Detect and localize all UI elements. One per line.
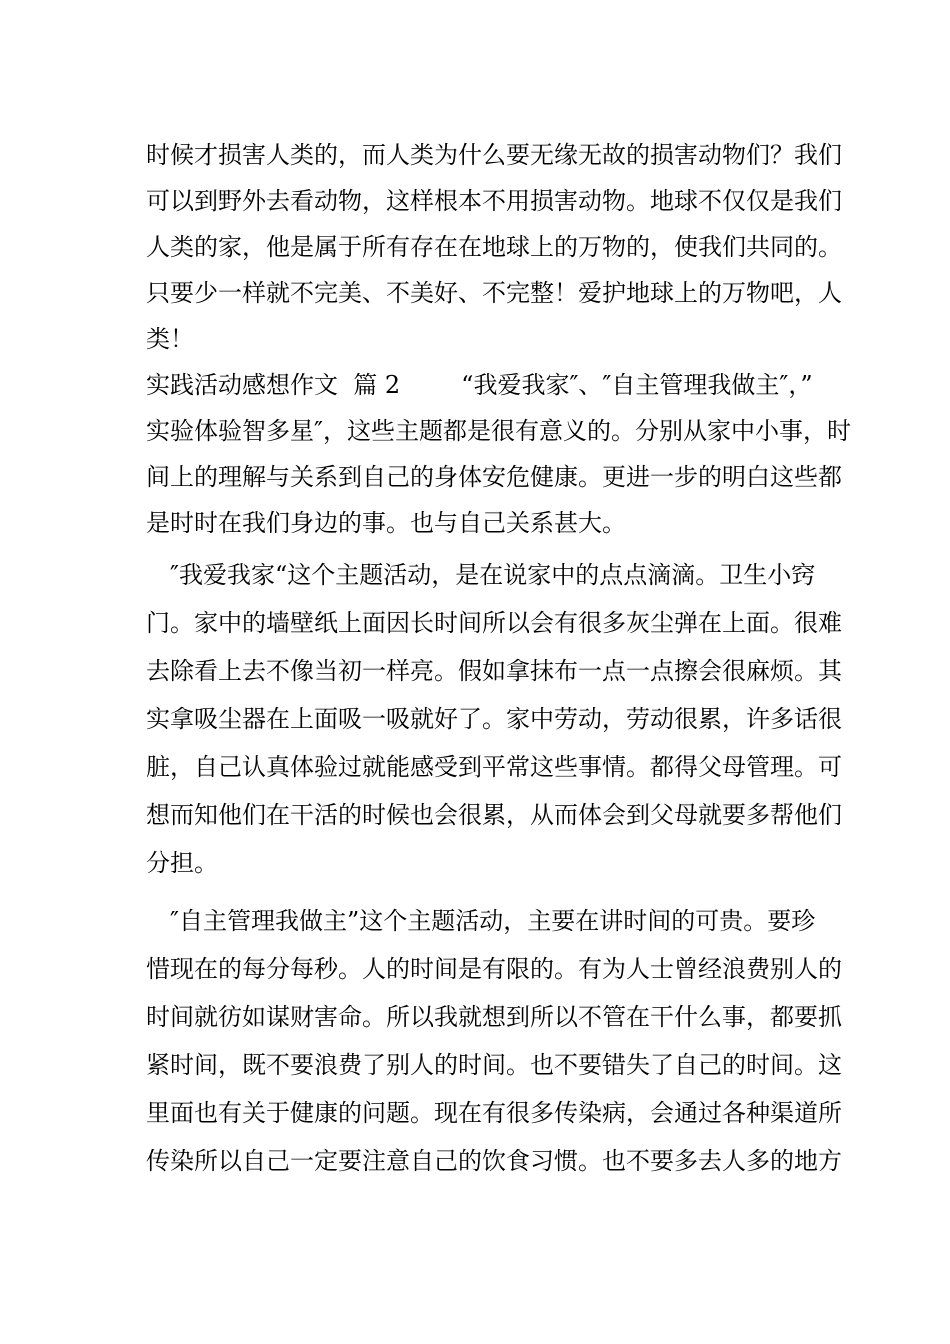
paragraph-line: 分担。: [146, 849, 218, 877]
paragraph-line: 实验体验智多星″，这些主题都是很有意义的。分别从家中小事，时: [146, 417, 851, 445]
paragraph-line: 惜现在的每分每秒。人的时间是有限的。有为人士曾经浪费别人的: [146, 955, 842, 983]
paragraph-line: ″我爱我家“这个主题活动，是在说家中的点点滴滴。卫生小窍: [170, 561, 816, 589]
paragraph-line: 是时时在我们身边的事。也与自己关系甚大。: [146, 509, 626, 537]
paragraph-line: 时候才损害人类的，而人类为什么要无缘无故的损害动物们？我们: [146, 141, 842, 169]
paragraph-line: 去除看上去不像当初一样亮。假如拿抹布一点一点擦会很麻烦。其: [146, 657, 842, 685]
paragraph-line: 只要少一样就不完美、不美好、不完整！爱护地球上的万物吧，人: [146, 279, 842, 307]
paragraph-line: 人类的家，他是属于所有存在在地球上的万物的，使我们共同的。: [146, 233, 842, 261]
paragraph-line: 类！: [146, 325, 194, 353]
paragraph-line: 传染所以自己一定要注意自己的饮食习惯。也不要多去人多的地方: [146, 1147, 842, 1175]
paragraph-line: 门。家中的墙壁纸上面因长时间所以会有很多灰尘弹在上面。很难: [146, 609, 842, 637]
paragraph-line: 脏，自己认真体验过就能感受到平常这些事情。都得父母管理。可: [146, 753, 842, 781]
paragraph-line: 实拿吸尘器在上面吸一吸就好了。家中劳动，劳动很累，许多话很: [146, 705, 842, 733]
paragraph-line: 想而知他们在干活的时候也会很累，从而体会到父母就要多帮他们: [146, 801, 842, 829]
paragraph-line: 紧时间，既不要浪费了别人的时间。也不要错失了自己的时间。这: [146, 1051, 842, 1079]
paragraph-line: 间上的理解与关系到自己的身体安危健康。更进一步的明白这些都: [146, 463, 842, 491]
section-heading-line: 实践活动感想作文 篇 2 “我爱我家″、″自主管理我做主″，”: [146, 371, 813, 399]
paragraph-line: 时间就彷如谋财害命。所以我就想到所以不管在干什么事，都要抓: [146, 1003, 842, 1031]
paragraph-line: 可以到野外去看动物，这样根本不用损害动物。地球不仅仅是我们: [146, 187, 842, 215]
paragraph-line: 里面也有关于健康的问题。现在有很多传染病，会通过各种渠道所: [146, 1099, 842, 1127]
paragraph-line: ″自主管理我做主”这个主题活动，主要在讲时间的可贵。要珍: [170, 907, 816, 935]
